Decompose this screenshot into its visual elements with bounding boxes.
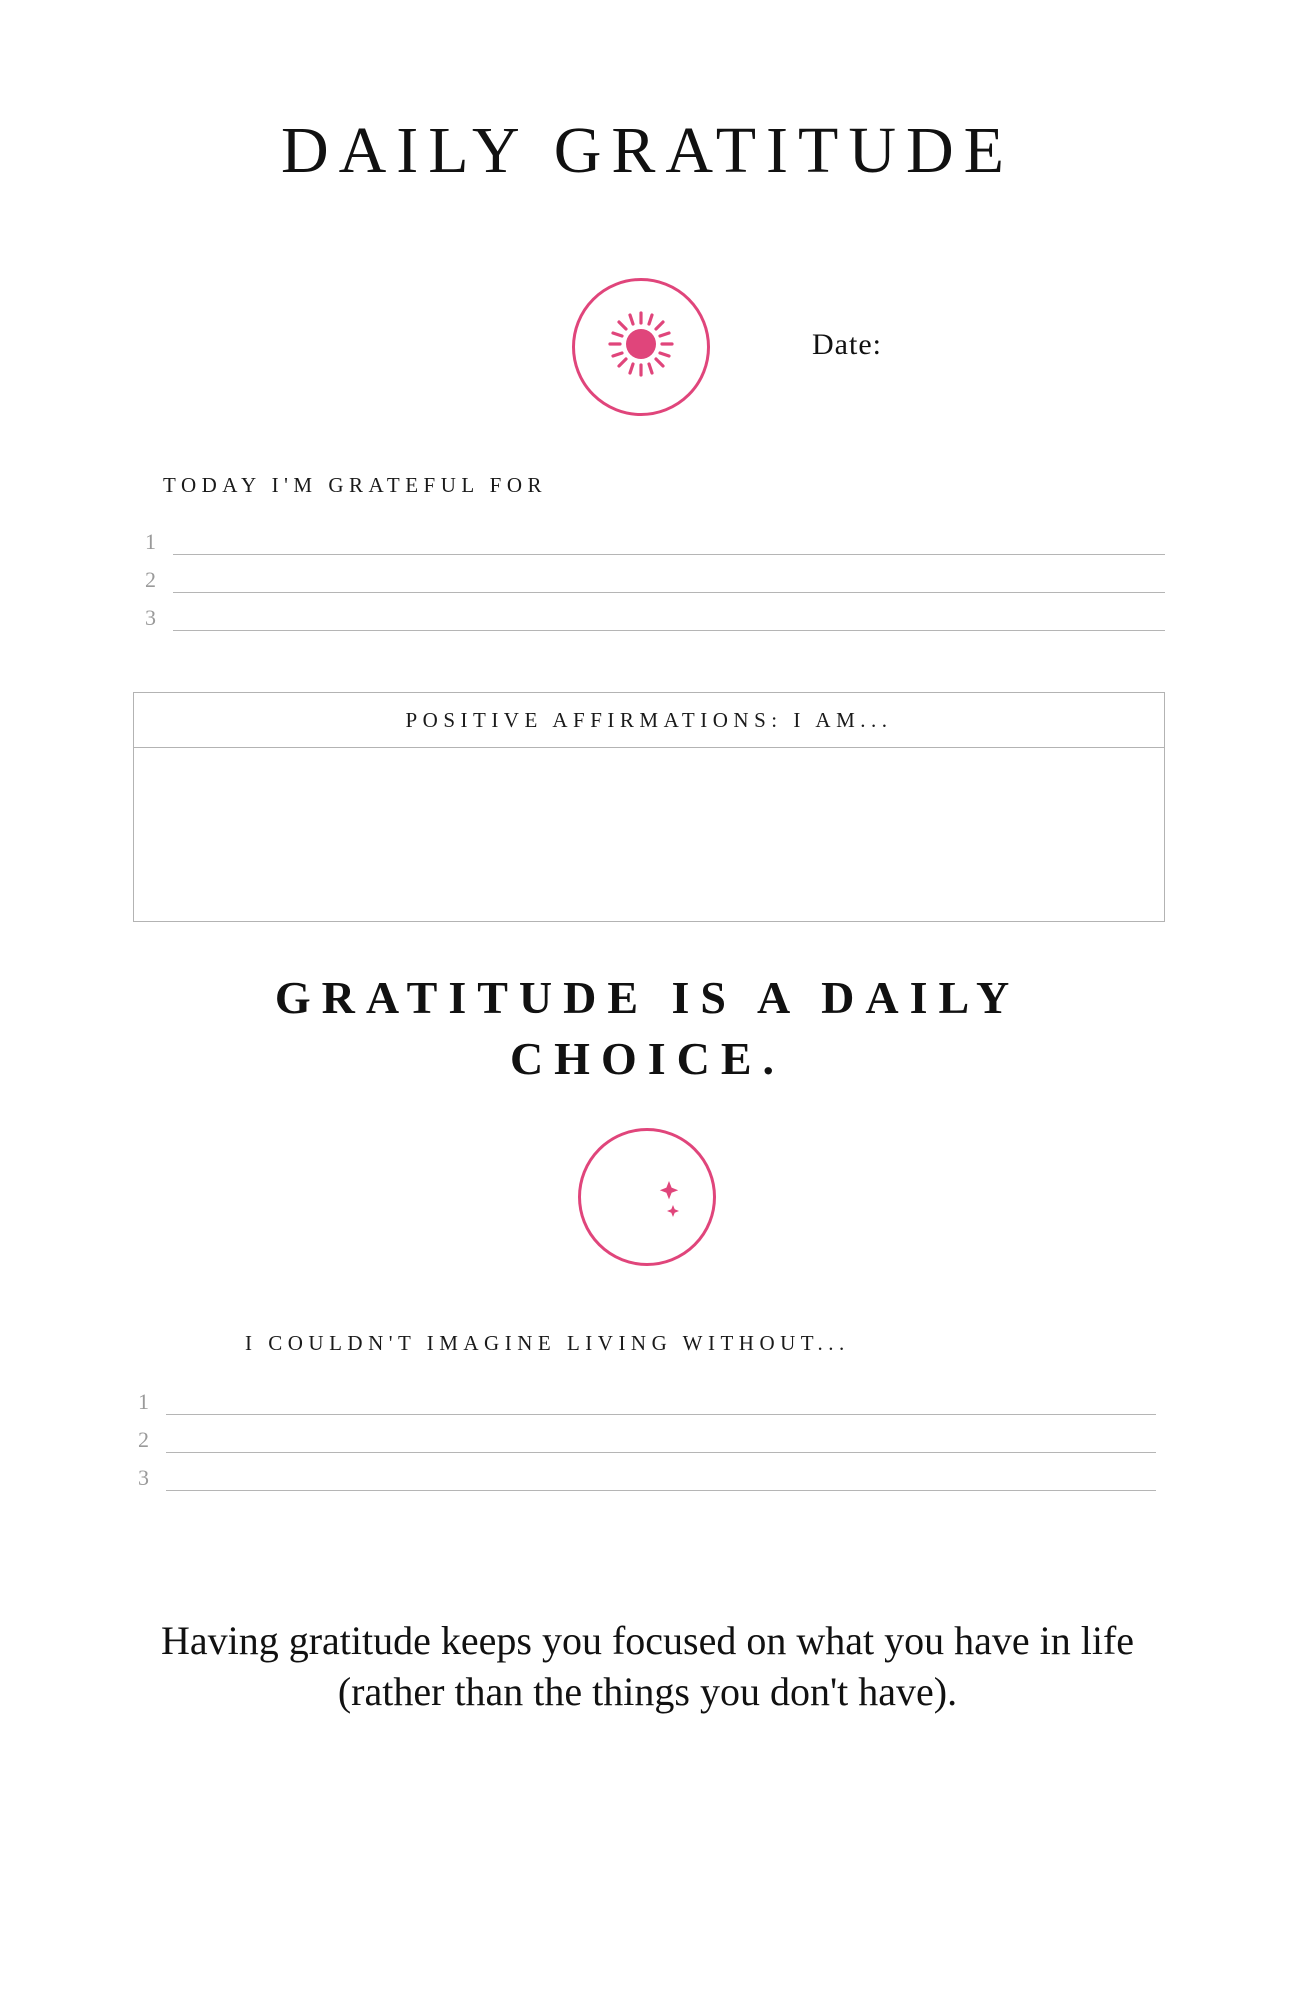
write-line[interactable]	[166, 1490, 1156, 1491]
write-line[interactable]	[173, 554, 1165, 555]
grateful-lines	[145, 525, 1165, 639]
write-line[interactable]	[166, 1414, 1156, 1415]
affirmations-heading: POSITIVE AFFIRMATIONS: I AM...	[405, 707, 893, 732]
line-number: 1	[138, 1389, 149, 1414]
affirmations-box[interactable]	[133, 692, 1165, 922]
date-label: Date:	[812, 328, 882, 361]
imagine-lines	[138, 1385, 1156, 1499]
write-line[interactable]	[166, 1452, 1156, 1453]
affirmations-header	[134, 693, 1164, 748]
footer-note: Having gratitude keeps you focused on what you have in life (rather than the things you don't have).	[160, 1618, 1135, 1715]
sun-date-row	[0, 278, 1295, 408]
list-item[interactable]	[145, 525, 1165, 563]
line-number: 3	[145, 605, 156, 630]
grateful-section-heading: TODAY I'M GRATEFUL FOR	[163, 473, 548, 497]
quote-text: GRATITUDE IS A DAILY CHOICE.	[274, 972, 1021, 1084]
moon-stars-icon	[578, 1128, 716, 1266]
line-number: 2	[138, 1427, 149, 1452]
list-item[interactable]	[138, 1461, 1156, 1499]
write-line[interactable]	[173, 630, 1165, 631]
line-number: 1	[145, 529, 156, 554]
list-item[interactable]	[138, 1385, 1156, 1423]
page-title: DAILY GRATITUDE	[280, 114, 1014, 187]
list-item[interactable]	[145, 601, 1165, 639]
list-item[interactable]	[138, 1423, 1156, 1461]
affirmations-write-area[interactable]	[134, 748, 1164, 922]
sun-icon	[572, 278, 710, 416]
write-line[interactable]	[173, 592, 1165, 593]
line-number: 3	[138, 1465, 149, 1490]
line-number: 2	[145, 567, 156, 592]
list-item[interactable]	[145, 563, 1165, 601]
imagine-section-heading: I COULDN'T IMAGINE LIVING WITHOUT...	[245, 1331, 850, 1355]
moon-row	[0, 1128, 1295, 1268]
